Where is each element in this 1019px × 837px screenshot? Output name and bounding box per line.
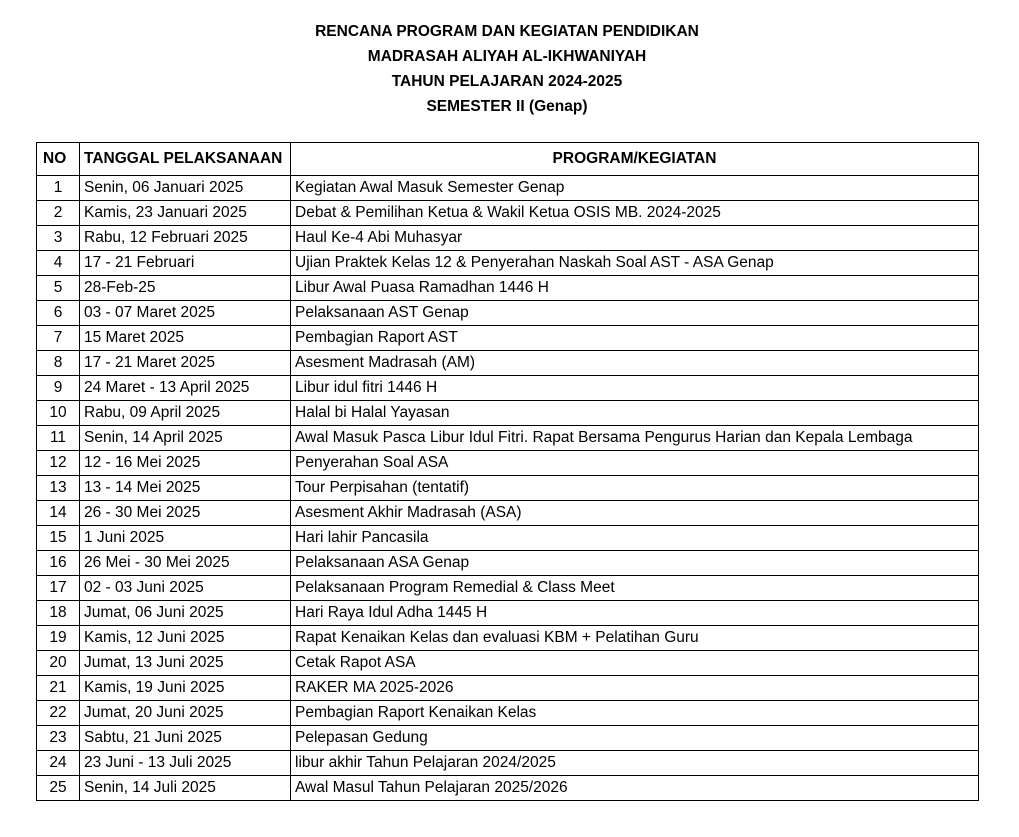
title-line-4: SEMESTER II (Genap) bbox=[426, 98, 588, 115]
cell-program: Pelaksanaan AST Genap bbox=[291, 301, 979, 326]
cell-no: 15 bbox=[37, 526, 80, 551]
cell-program: Pelaksanaan Program Remedial & Class Meet bbox=[291, 576, 979, 601]
cell-program: Pelaksanaan ASA Genap bbox=[291, 551, 979, 576]
cell-program: Pembagian Raport AST bbox=[291, 326, 979, 351]
cell-program: Haul Ke-4 Abi Muhasyar bbox=[291, 226, 979, 251]
cell-program: Ujian Praktek Kelas 12 & Penyerahan Naskah Soal AST - ASA Genap bbox=[291, 251, 979, 276]
cell-date: 24 Maret - 13 April 2025 bbox=[80, 376, 291, 401]
cell-date: Senin, 14 Juli 2025 bbox=[80, 776, 291, 801]
cell-program: Rapat Kenaikan Kelas dan evaluasi KBM + Pelatihan Guru bbox=[291, 626, 979, 651]
cell-program: Penyerahan Soal ASA bbox=[291, 451, 979, 476]
cell-date: 1 Juni 2025 bbox=[80, 526, 291, 551]
cell-program: Pembagian Raport Kenaikan Kelas bbox=[291, 701, 979, 726]
cell-no: 2 bbox=[37, 201, 80, 226]
cell-date: Senin, 06 Januari 2025 bbox=[80, 176, 291, 201]
table-row bbox=[37, 276, 979, 301]
cell-no: 25 bbox=[37, 776, 80, 801]
cell-program: Hari lahir Pancasila bbox=[291, 526, 979, 551]
table-row bbox=[37, 351, 979, 376]
cell-date: Rabu, 09 April 2025 bbox=[80, 401, 291, 426]
table-body bbox=[37, 176, 979, 801]
cell-program: Kegiatan Awal Masuk Semester Genap bbox=[291, 176, 979, 201]
cell-no: 13 bbox=[37, 476, 80, 501]
table-row bbox=[37, 401, 979, 426]
cell-program: Asesment Akhir Madrasah (ASA) bbox=[291, 501, 979, 526]
table-row bbox=[37, 476, 979, 501]
table-row bbox=[37, 201, 979, 226]
cell-date: Rabu, 12 Februari 2025 bbox=[80, 226, 291, 251]
cell-program: RAKER MA 2025-2026 bbox=[291, 676, 979, 701]
cell-no: 9 bbox=[37, 376, 80, 401]
cell-program: Cetak Rapot ASA bbox=[291, 651, 979, 676]
cell-no: 4 bbox=[37, 251, 80, 276]
cell-program: Hari Raya Idul Adha 1445 H bbox=[291, 601, 979, 626]
cell-date: 26 - 30 Mei 2025 bbox=[80, 501, 291, 526]
table-row bbox=[37, 526, 979, 551]
table-row bbox=[37, 751, 979, 776]
table-row bbox=[37, 501, 979, 526]
table-row bbox=[37, 776, 979, 801]
cell-date: Sabtu, 21 Juni 2025 bbox=[80, 726, 291, 751]
cell-no: 21 bbox=[37, 676, 80, 701]
cell-date: 15 Maret 2025 bbox=[80, 326, 291, 351]
cell-program: Asesment Madrasah (AM) bbox=[291, 351, 979, 376]
cell-program: Awal Masul Tahun Pelajaran 2025/2026 bbox=[291, 776, 979, 801]
title-line-2: MADRASAH ALIYAH AL-IKHWANIYAH bbox=[367, 48, 647, 65]
cell-no: 16 bbox=[37, 551, 80, 576]
cell-no: 8 bbox=[37, 351, 80, 376]
document-title bbox=[0, 19, 1014, 119]
cell-no: 3 bbox=[37, 226, 80, 251]
cell-program: Libur Awal Puasa Ramadhan 1446 H bbox=[291, 276, 979, 301]
title-line-3: TAHUN PELAJARAN 2024-2025 bbox=[391, 73, 623, 90]
table-row bbox=[37, 576, 979, 601]
table-row bbox=[37, 251, 979, 276]
cell-program: Debat & Pemilihan Ketua & Wakil Ketua OSIS MB. 2024-2025 bbox=[291, 201, 979, 226]
cell-no: 6 bbox=[37, 301, 80, 326]
cell-program: Libur idul fitri 1446 H bbox=[291, 376, 979, 401]
table-header-row bbox=[37, 143, 979, 176]
cell-date: 17 - 21 Februari bbox=[80, 251, 291, 276]
column-header-no: NO bbox=[37, 143, 80, 176]
cell-date: 23 Juni - 13 Juli 2025 bbox=[80, 751, 291, 776]
cell-no: 19 bbox=[37, 626, 80, 651]
cell-date: Kamis, 12 Juni 2025 bbox=[80, 626, 291, 651]
table-row bbox=[37, 726, 979, 751]
table-row bbox=[37, 601, 979, 626]
cell-date: 13 - 14 Mei 2025 bbox=[80, 476, 291, 501]
table-row bbox=[37, 651, 979, 676]
cell-no: 10 bbox=[37, 401, 80, 426]
cell-date: Jumat, 20 Juni 2025 bbox=[80, 701, 291, 726]
column-header-date: TANGGAL PELAKSANAAN bbox=[80, 143, 291, 176]
cell-date: Kamis, 23 Januari 2025 bbox=[80, 201, 291, 226]
cell-date: 12 - 16 Mei 2025 bbox=[80, 451, 291, 476]
cell-program: libur akhir Tahun Pelajaran 2024/2025 bbox=[291, 751, 979, 776]
cell-date: Jumat, 13 Juni 2025 bbox=[80, 651, 291, 676]
cell-date: 03 - 07 Maret 2025 bbox=[80, 301, 291, 326]
table-row bbox=[37, 176, 979, 201]
cell-no: 7 bbox=[37, 326, 80, 351]
table-row bbox=[37, 301, 979, 326]
table-row bbox=[37, 701, 979, 726]
table-row bbox=[37, 451, 979, 476]
cell-program: Halal bi Halal Yayasan bbox=[291, 401, 979, 426]
cell-no: 24 bbox=[37, 751, 80, 776]
cell-no: 14 bbox=[37, 501, 80, 526]
cell-no: 17 bbox=[37, 576, 80, 601]
table-row bbox=[37, 676, 979, 701]
cell-no: 1 bbox=[37, 176, 80, 201]
table-row bbox=[37, 626, 979, 651]
cell-no: 23 bbox=[37, 726, 80, 751]
cell-program: Awal Masuk Pasca Libur Idul Fitri. Rapat Bersama Pengurus Harian dan Kepala Lembaga bbox=[291, 426, 979, 451]
schedule-table bbox=[36, 142, 979, 801]
column-header-program: PROGRAM/KEGIATAN bbox=[291, 143, 979, 176]
cell-no: 22 bbox=[37, 701, 80, 726]
cell-date: 02 - 03 Juni 2025 bbox=[80, 576, 291, 601]
table-row bbox=[37, 226, 979, 251]
cell-date: 26 Mei - 30 Mei 2025 bbox=[80, 551, 291, 576]
cell-date: Senin, 14 April 2025 bbox=[80, 426, 291, 451]
table-row bbox=[37, 551, 979, 576]
table-row bbox=[37, 376, 979, 401]
cell-no: 12 bbox=[37, 451, 80, 476]
cell-date: Kamis, 19 Juni 2025 bbox=[80, 676, 291, 701]
cell-no: 11 bbox=[37, 426, 80, 451]
cell-date: Jumat, 06 Juni 2025 bbox=[80, 601, 291, 626]
cell-no: 20 bbox=[37, 651, 80, 676]
cell-no: 5 bbox=[37, 276, 80, 301]
table-row bbox=[37, 426, 979, 451]
cell-program: Tour Perpisahan (tentatif) bbox=[291, 476, 979, 501]
cell-date: 17 - 21 Maret 2025 bbox=[80, 351, 291, 376]
cell-no: 18 bbox=[37, 601, 80, 626]
cell-program: Pelepasan Gedung bbox=[291, 726, 979, 751]
table-row bbox=[37, 326, 979, 351]
title-line-1: RENCANA PROGRAM DAN KEGIATAN PENDIDIKAN bbox=[315, 23, 699, 40]
cell-date: 28-Feb-25 bbox=[80, 276, 291, 301]
